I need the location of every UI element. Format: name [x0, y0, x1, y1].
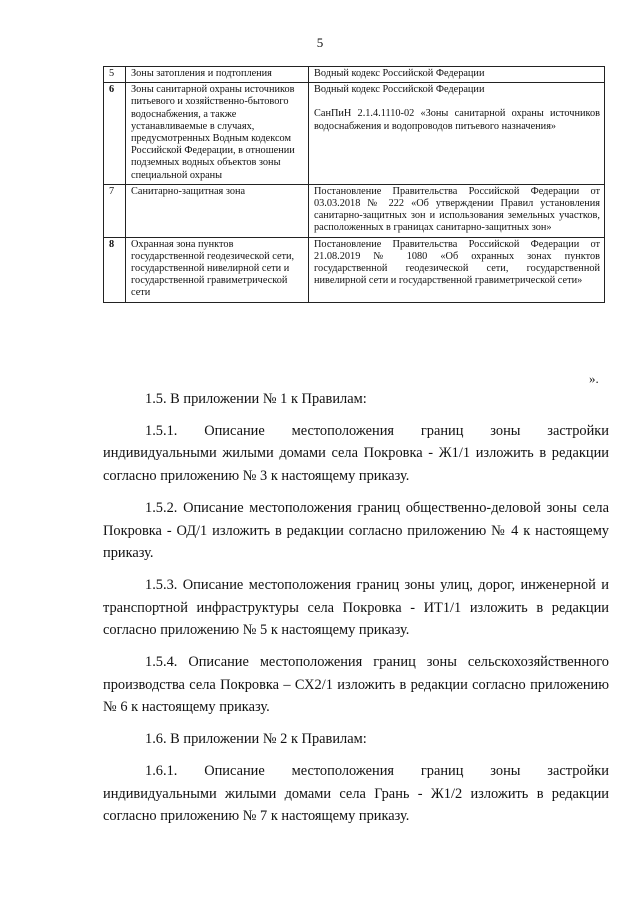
paragraph: 1.5.2. Описание местоположения границ общественно-деловой зоны села Покровка - ОД/1 изложить в редакции согласно приложению № 4 к настоящему приказу.: [103, 499, 609, 562]
paragraph: 1.5.1. Описание местоположения границ зоны застройки индивидуальными жилыми домами села Покровка - Ж1/1 изложить в редакции согласно приложению № 3 к настоящему приказу.: [103, 422, 609, 485]
regulation-text: Водный кодекс Российской Федерации: [314, 84, 485, 96]
spacer: [314, 96, 600, 108]
row-number: 8: [109, 238, 115, 250]
regulation-text: Водный кодекс Российской Федерации: [309, 67, 605, 83]
regulation-text: Постановление Правительства Российской Федерации от 21.08.2019 № 1080 «Об охранных зонах пунктов государственной геодезической сети, государственной нивелирной сети и государственной гравиметрической сети»: [309, 237, 605, 302]
row-number: 5: [104, 67, 126, 83]
table-row: [104, 83, 605, 185]
row-number: 7: [104, 184, 126, 237]
regulation-text: СанПиН 2.1.4.1110-02 «Зоны санитарной охраны источников водоснабжения и водопроводов питьевого назначения»: [314, 108, 600, 132]
paragraph: 1.6.1. Описание местоположения границ зоны застройки индивидуальными жилыми домами села Грань - Ж1/2 изложить в редакции согласно приложению № 7 к настоящему приказу.: [103, 762, 609, 825]
table-row: [104, 184, 605, 237]
zones-table: [103, 66, 605, 303]
paragraph: 1.5.3. Описание местоположения границ зоны улиц, дорог, инженерной и транспортной инфраструктуры села Покровка - ИТ1/1 изложить в редакции согласно приложению № 5 к настоящему приказу.: [103, 576, 609, 639]
page-number: 5: [316, 35, 324, 50]
table-row: [104, 237, 605, 302]
paragraph: 1.5.4. Описание местоположения границ зоны сельскохозяйственного производства села Покровка – СХ2/1 изложить в редакции согласно приложению № 6 к настоящему приказу.: [103, 654, 609, 716]
zone-name: Зоны затопления и подтопления: [126, 67, 309, 83]
body-text: [103, 388, 609, 837]
regulation-text: Постановление Правительства Российской Федерации от 03.03.2018 № 222 «Об утверждении Правил установления санитарно-защитных зон и использования земельных участков, расположенных в границах санитарно-защитных зон»: [309, 184, 605, 237]
zone-name: Охранная зона пунктов государственной геодезической сети, государственной нивелирной сети и государственной гравиметрической сети: [126, 237, 309, 302]
table-row: [104, 67, 605, 83]
paragraph: 1.5. В приложении № 1 к Правилам:: [145, 391, 367, 407]
zone-name: Санитарно-защитная зона: [126, 184, 309, 237]
regulation-cell: [309, 83, 605, 185]
zone-name: Зоны санитарной охраны источников питьевого и хозяйственно-бытового водоснабжения, а также устанавливаемые в случаях, предусмотренных Водным кодексом Российской Федерации, в отношении подземных водных объектов зоны специальной охраны: [126, 83, 309, 185]
row-number: 6: [109, 84, 115, 96]
paragraph: 1.6. В приложении № 2 к Правилам:: [145, 731, 367, 748]
closing-quote: ».: [589, 371, 599, 386]
